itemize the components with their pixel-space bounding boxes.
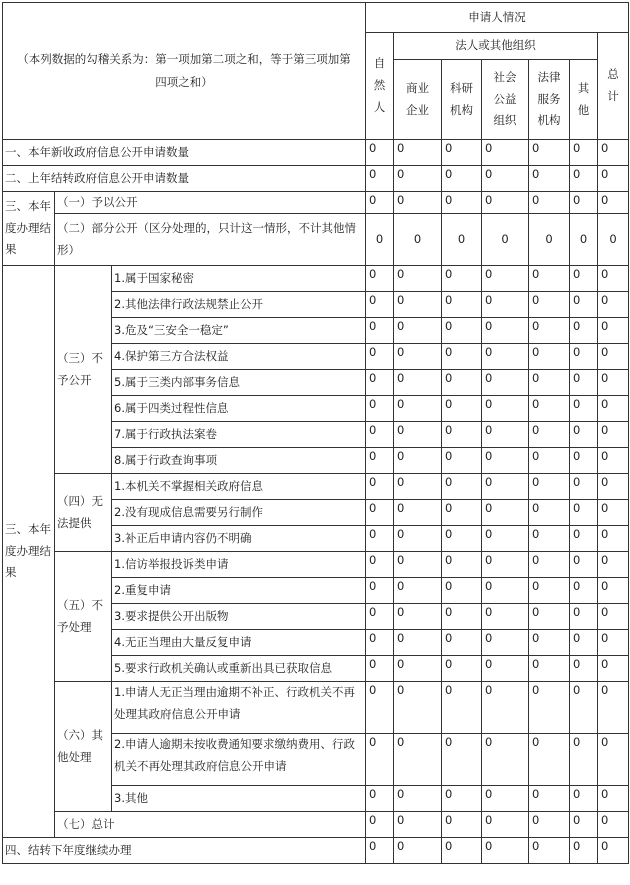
value-cell: 0 (529, 396, 570, 422)
value-cell: 0 (570, 166, 598, 192)
value-cell: 0 (394, 786, 442, 812)
value-cell: 0 (598, 166, 629, 192)
value-cell: 0 (366, 266, 394, 292)
value-cell: 0 (529, 630, 570, 656)
value-cell: 0 (598, 448, 629, 474)
value-cell: 0 (482, 552, 529, 578)
value-cell: 0 (570, 140, 598, 166)
table-row (3, 214, 629, 266)
value-cell: 0 (570, 838, 598, 864)
value-cell: 0 (482, 812, 529, 838)
value-cell: 0 (394, 812, 442, 838)
header-natural-person: 自然人 (366, 33, 394, 140)
row-label: 7.属于行政执法案卷 (112, 422, 366, 448)
row-label: 1.本机关不掌握相关政府信息 (112, 474, 366, 500)
value-cell: 0 (442, 604, 482, 630)
value-cell: 0 (529, 604, 570, 630)
value-cell: 0 (598, 140, 629, 166)
value-cell: 0 (482, 630, 529, 656)
value-cell: 0 (529, 812, 570, 838)
value-cell: 0 (394, 214, 442, 266)
value-cell: 0 (529, 344, 570, 370)
table-row (3, 166, 629, 192)
value-cell: 0 (482, 292, 529, 318)
value-cell: 0 (394, 396, 442, 422)
value-cell: 0 (482, 578, 529, 604)
value-cell: 0 (394, 292, 442, 318)
value-cell: 0 (394, 474, 442, 500)
value-cell: 0 (482, 266, 529, 292)
row-label: 5.要求行政机关确认或重新出具已获取信息 (112, 656, 366, 682)
value-cell: 0 (570, 448, 598, 474)
value-cell: 0 (529, 838, 570, 864)
value-cell: 0 (394, 552, 442, 578)
value-cell: 0 (598, 266, 629, 292)
group-label-g6: （六）其他处理 (55, 682, 112, 812)
value-cell: 0 (366, 682, 394, 734)
row-label: 1.属于国家秘密 (112, 266, 366, 292)
value-cell: 0 (482, 396, 529, 422)
value-cell: 0 (529, 552, 570, 578)
value-cell: 0 (529, 682, 570, 734)
row-label: 四、结转下年度继续办理 (3, 838, 366, 864)
value-cell: 0 (482, 786, 529, 812)
value-cell: 0 (570, 344, 598, 370)
table-row (3, 838, 629, 864)
value-cell: 0 (529, 474, 570, 500)
value-cell: 0 (366, 448, 394, 474)
disclosure-table (2, 2, 629, 864)
value-cell: 0 (482, 526, 529, 552)
value-cell: 0 (394, 500, 442, 526)
value-cell: 0 (366, 396, 394, 422)
value-cell: 0 (570, 292, 598, 318)
row-label: 3.补正后申请内容仍不明确 (112, 526, 366, 552)
value-cell: 0 (482, 422, 529, 448)
value-cell: 0 (570, 734, 598, 786)
value-cell: 0 (366, 786, 394, 812)
value-cell: 0 (366, 192, 394, 214)
value-cell: 0 (366, 214, 394, 266)
value-cell: 0 (366, 500, 394, 526)
value-cell: 0 (482, 140, 529, 166)
value-cell: 0 (442, 166, 482, 192)
value-cell: 0 (394, 318, 442, 344)
row-label: （一）予以公开 (55, 192, 366, 214)
value-cell: 0 (442, 448, 482, 474)
row-label: 二、上年结转政府信息公开申请数量 (3, 166, 366, 192)
value-cell: 0 (442, 500, 482, 526)
value-cell: 0 (529, 786, 570, 812)
header-legal-group: 法人或其他组织 (394, 33, 598, 60)
value-cell: 0 (598, 396, 629, 422)
value-cell: 0 (366, 838, 394, 864)
value-cell: 0 (570, 422, 598, 448)
value-cell: 0 (598, 630, 629, 656)
section3-label: 三、本年度办理结果 (3, 266, 55, 838)
row-label: 2.申请人逾期未按收费通知要求缴纳费用、行政机关不再处理其政府信息公开申请 (112, 734, 366, 786)
value-cell: 0 (366, 422, 394, 448)
header-total: 总计 (598, 33, 629, 140)
value-cell: 0 (366, 166, 394, 192)
value-cell: 0 (482, 734, 529, 786)
value-cell: 0 (570, 578, 598, 604)
value-cell: 0 (394, 578, 442, 604)
value-cell: 0 (570, 526, 598, 552)
value-cell: 0 (366, 526, 394, 552)
value-cell: 0 (598, 214, 629, 266)
value-cell: 0 (482, 474, 529, 500)
value-cell: 0 (394, 604, 442, 630)
value-cell: 0 (570, 630, 598, 656)
row-label: 一、本年新收政府信息公开申请数量 (3, 140, 366, 166)
value-cell: 0 (442, 656, 482, 682)
value-cell: 0 (442, 682, 482, 734)
value-cell: 0 (394, 140, 442, 166)
value-cell: 0 (442, 578, 482, 604)
value-cell: 0 (529, 422, 570, 448)
value-cell: 0 (598, 656, 629, 682)
value-cell: 0 (529, 292, 570, 318)
value-cell: 0 (529, 448, 570, 474)
value-cell: 0 (366, 812, 394, 838)
value-cell: 0 (598, 500, 629, 526)
value-cell: 0 (482, 344, 529, 370)
value-cell: 0 (529, 192, 570, 214)
value-cell: 0 (394, 448, 442, 474)
value-cell: 0 (598, 838, 629, 864)
value-cell: 0 (394, 630, 442, 656)
value-cell: 0 (442, 838, 482, 864)
row-label: （二）部分公开（区分处理的，只计这一情形，不计其他情形） (55, 214, 366, 266)
value-cell: 0 (570, 266, 598, 292)
value-cell: 0 (570, 552, 598, 578)
value-cell: 0 (366, 474, 394, 500)
value-cell: 0 (394, 526, 442, 552)
value-cell: 0 (529, 370, 570, 396)
value-cell: 0 (529, 214, 570, 266)
value-cell: 0 (394, 370, 442, 396)
value-cell: 0 (598, 526, 629, 552)
row-label: 6.属于四类过程性信息 (112, 396, 366, 422)
value-cell: 0 (529, 500, 570, 526)
value-cell: 0 (570, 786, 598, 812)
value-cell: 0 (598, 812, 629, 838)
value-cell: 0 (442, 344, 482, 370)
value-cell: 0 (366, 292, 394, 318)
value-cell: 0 (366, 734, 394, 786)
table-row (3, 266, 629, 292)
header-social: 社会公益组织 (482, 60, 529, 140)
row-label: 3.其他 (112, 786, 366, 812)
value-cell: 0 (394, 266, 442, 292)
value-cell: 0 (482, 214, 529, 266)
value-cell: 0 (442, 266, 482, 292)
value-cell: 0 (570, 474, 598, 500)
table-row (3, 682, 629, 734)
row-label: 3.危及“三安全一稳定” (112, 318, 366, 344)
value-cell: 0 (394, 838, 442, 864)
row-label: 1.申请人无正当理由逾期不补正、行政机关不再处理其政府信息公开申请 (112, 682, 366, 734)
value-cell: 0 (570, 812, 598, 838)
value-cell: 0 (598, 604, 629, 630)
value-cell: 0 (394, 422, 442, 448)
value-cell: 0 (366, 604, 394, 630)
value-cell: 0 (394, 734, 442, 786)
row-label: 5.属于三类内部事务信息 (112, 370, 366, 396)
value-cell: 0 (394, 192, 442, 214)
value-cell: 0 (366, 656, 394, 682)
value-cell: 0 (442, 552, 482, 578)
value-cell: 0 (442, 630, 482, 656)
value-cell: 0 (598, 292, 629, 318)
header-other: 其他 (570, 60, 598, 140)
value-cell: 0 (482, 166, 529, 192)
row-label: 4.无正当理由大量反复申请 (112, 630, 366, 656)
value-cell: 0 (598, 682, 629, 734)
header-commercial: 商业企业 (394, 60, 442, 140)
value-cell: 0 (598, 192, 629, 214)
value-cell: 0 (529, 578, 570, 604)
value-cell: 0 (394, 682, 442, 734)
value-cell: 0 (570, 318, 598, 344)
row-label: 2.其他法律行政法规禁止公开 (112, 292, 366, 318)
table-row (3, 552, 629, 578)
value-cell: 0 (529, 266, 570, 292)
row-label: 2.重复申请 (112, 578, 366, 604)
value-cell: 0 (570, 656, 598, 682)
row-label: 3.要求提供公开出版物 (112, 604, 366, 630)
group-label-g3: （三）不予公开 (55, 266, 112, 474)
value-cell: 0 (598, 422, 629, 448)
header-applicant: 申请人情况 (366, 3, 629, 33)
value-cell: 0 (442, 734, 482, 786)
value-cell: 0 (570, 396, 598, 422)
value-cell: 0 (442, 474, 482, 500)
header-note: （本列数据的勾稽关系为：第一项加第二项之和，等于第三项加第四项之和） (3, 3, 366, 140)
value-cell: 0 (442, 786, 482, 812)
value-cell: 0 (598, 578, 629, 604)
table-row (3, 140, 629, 166)
value-cell: 0 (442, 140, 482, 166)
value-cell: 0 (366, 552, 394, 578)
header-legal-service: 法律服务机构 (529, 60, 570, 140)
value-cell: 0 (366, 318, 394, 344)
value-cell: 0 (482, 370, 529, 396)
value-cell: 0 (482, 192, 529, 214)
value-cell: 0 (366, 578, 394, 604)
value-cell: 0 (366, 630, 394, 656)
value-cell: 0 (442, 318, 482, 344)
value-cell: 0 (570, 192, 598, 214)
value-cell: 0 (442, 396, 482, 422)
value-cell: 0 (394, 656, 442, 682)
value-cell: 0 (442, 422, 482, 448)
table-row (3, 192, 629, 214)
value-cell: 0 (598, 552, 629, 578)
value-cell: 0 (570, 500, 598, 526)
value-cell: 0 (442, 812, 482, 838)
value-cell: 0 (570, 682, 598, 734)
row-label: 1.信访举报投诉类申请 (112, 552, 366, 578)
value-cell: 0 (570, 370, 598, 396)
value-cell: 0 (598, 318, 629, 344)
value-cell: 0 (442, 526, 482, 552)
value-cell: 0 (442, 214, 482, 266)
group-label-g4: （四）无法提供 (55, 474, 112, 552)
value-cell: 0 (394, 166, 442, 192)
row-label: 4.保护第三方合法权益 (112, 344, 366, 370)
table-row (3, 474, 629, 500)
value-cell: 0 (482, 838, 529, 864)
value-cell: 0 (598, 474, 629, 500)
value-cell: 0 (442, 370, 482, 396)
value-cell: 0 (366, 140, 394, 166)
value-cell: 0 (366, 344, 394, 370)
value-cell: 0 (482, 448, 529, 474)
header-research: 科研机构 (442, 60, 482, 140)
value-cell: 0 (482, 318, 529, 344)
value-cell: 0 (529, 318, 570, 344)
table-row (3, 812, 629, 838)
value-cell: 0 (442, 192, 482, 214)
value-cell: 0 (529, 734, 570, 786)
value-cell: 0 (482, 682, 529, 734)
group-label-g5: （五）不予处理 (55, 552, 112, 682)
value-cell: 0 (482, 656, 529, 682)
value-cell: 0 (366, 370, 394, 396)
row-label: 2.没有现成信息需要另行制作 (112, 500, 366, 526)
value-cell: 0 (482, 604, 529, 630)
value-cell: 0 (598, 734, 629, 786)
value-cell: 0 (442, 292, 482, 318)
value-cell: 0 (394, 344, 442, 370)
value-cell: 0 (570, 214, 598, 266)
value-cell: 0 (598, 344, 629, 370)
value-cell: 0 (598, 370, 629, 396)
value-cell: 0 (529, 140, 570, 166)
value-cell: 0 (529, 526, 570, 552)
value-cell: 0 (529, 166, 570, 192)
value-cell: 0 (529, 656, 570, 682)
row-label: 8.属于行政查询事项 (112, 448, 366, 474)
value-cell: 0 (598, 786, 629, 812)
section3-label-top: 三、本年度办理结果 (3, 192, 55, 266)
row-label: （七）总计 (55, 812, 366, 838)
value-cell: 0 (482, 500, 529, 526)
value-cell: 0 (570, 604, 598, 630)
